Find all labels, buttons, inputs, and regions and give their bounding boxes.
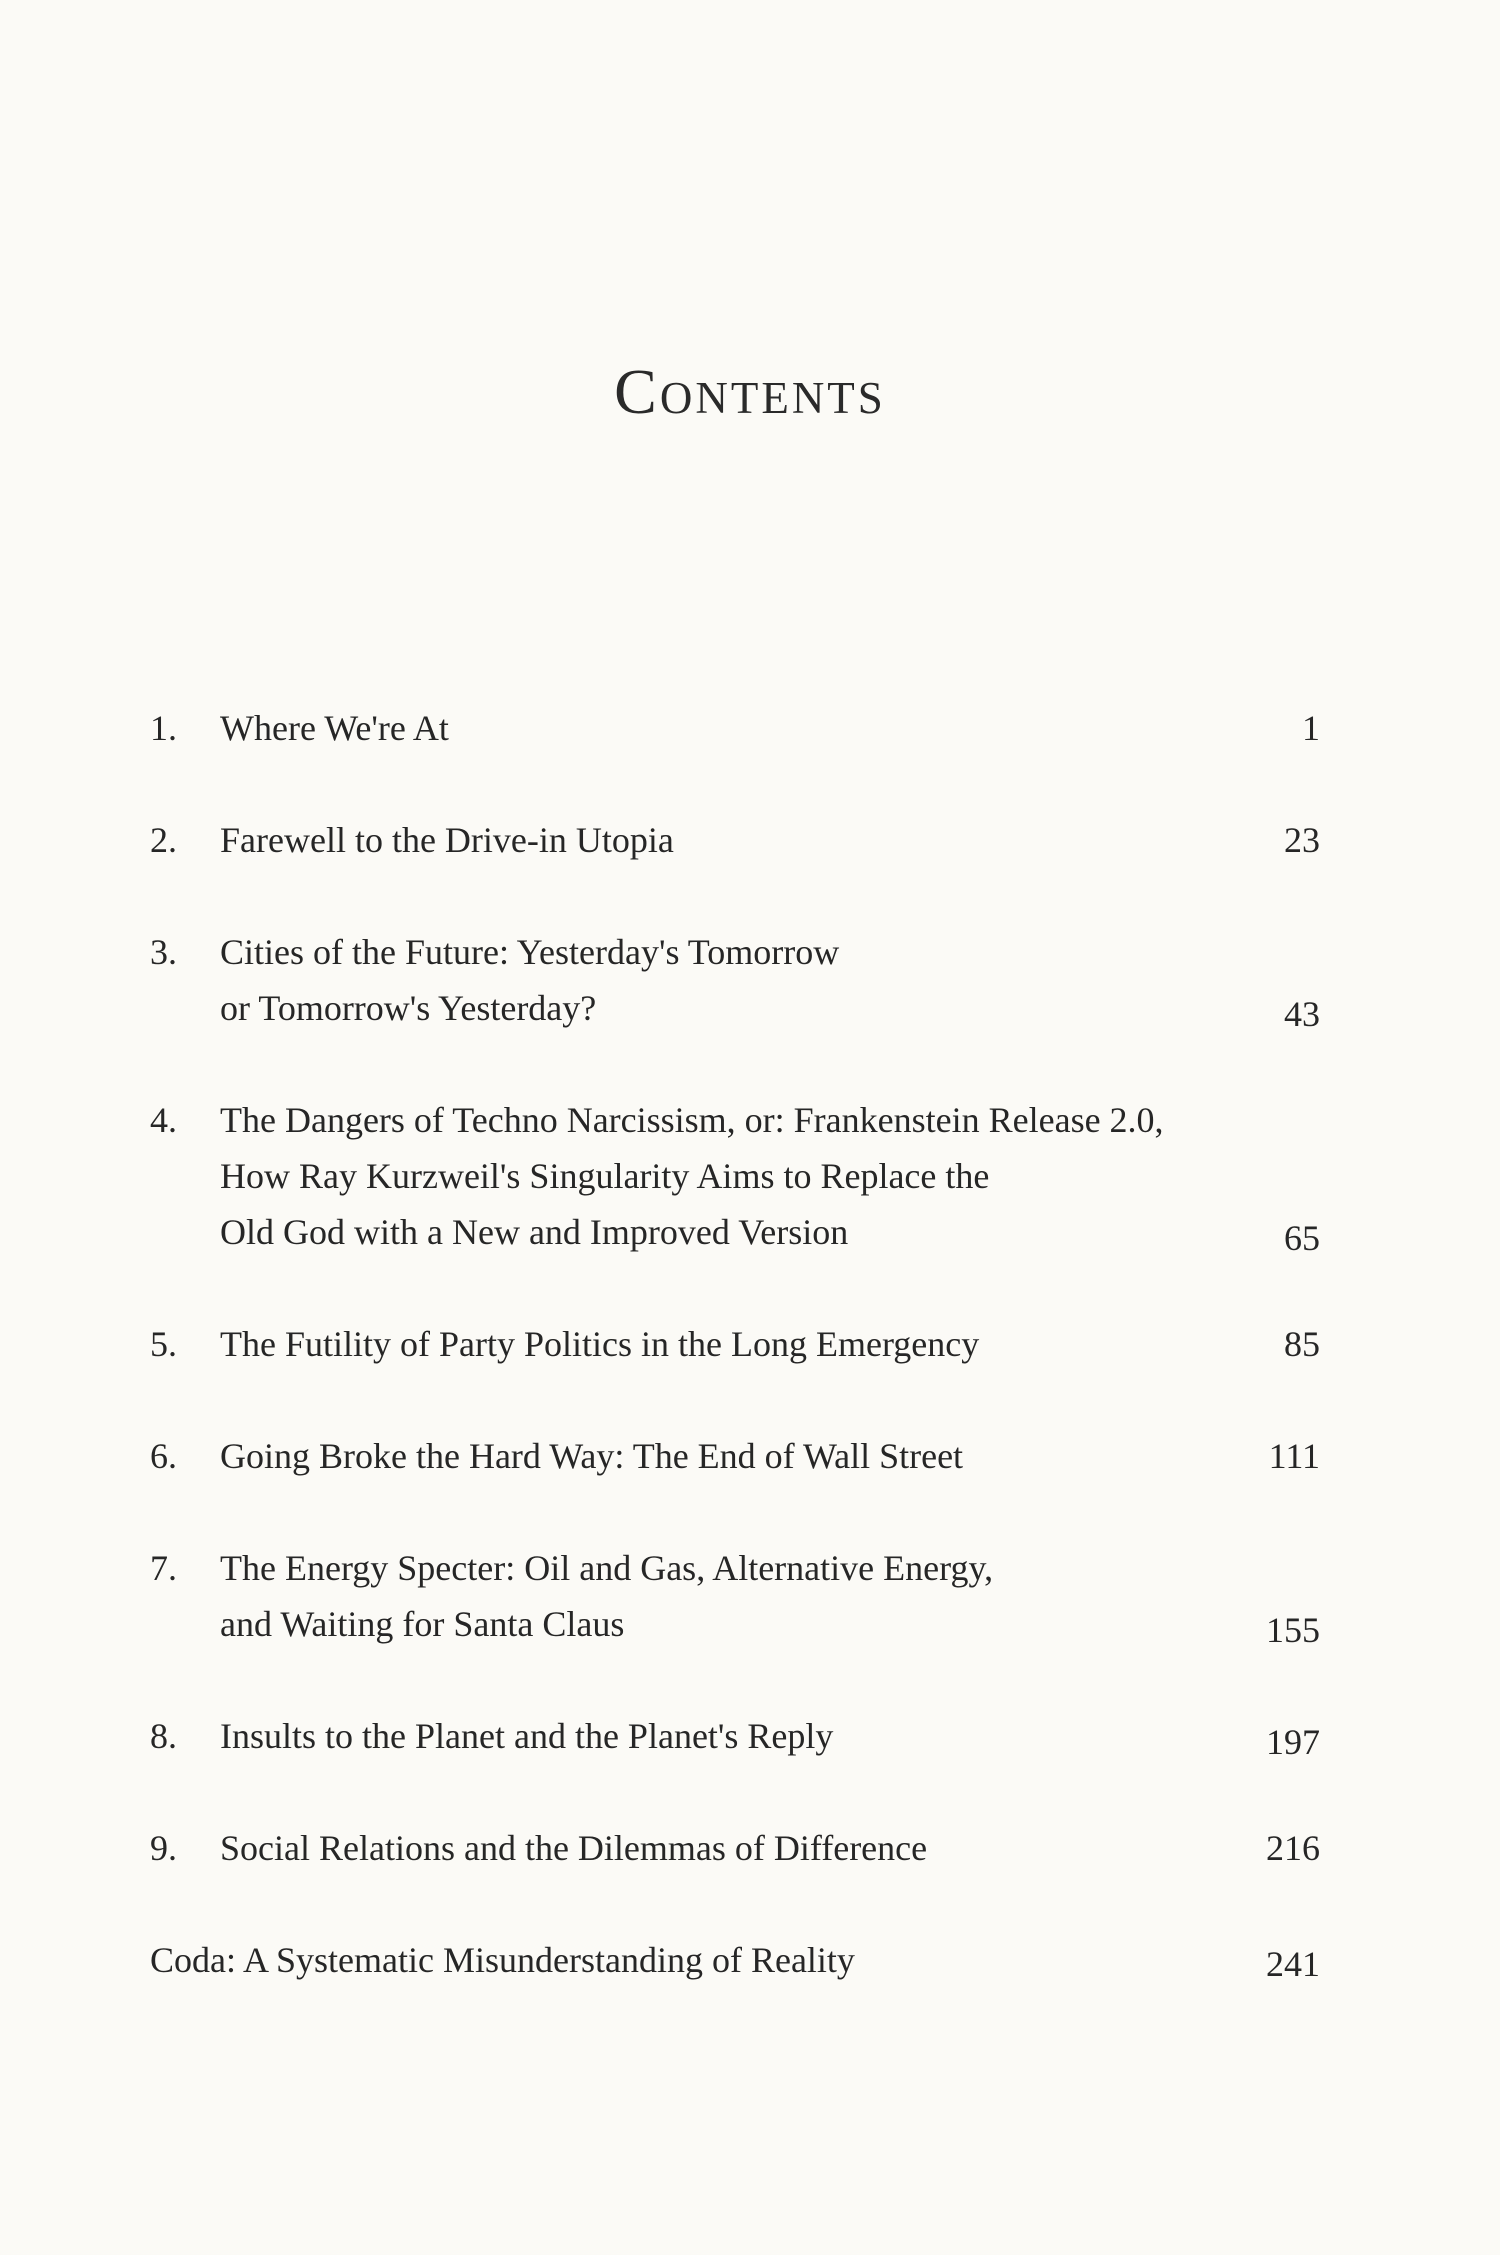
chapter-title xyxy=(220,1540,1220,1652)
chapter-title xyxy=(220,700,1220,756)
chapter-title xyxy=(220,1820,1220,1876)
page-number: 155 xyxy=(1266,1610,1320,1650)
chapter-title xyxy=(220,1708,1220,1764)
chapter-title-line: Cities of the Future: Yesterday's Tomorrow xyxy=(220,932,840,972)
chapter-title xyxy=(220,1428,1220,1484)
chapter-title-line: How Ray Kurzweil's Singularity Aims to Replace the xyxy=(220,1156,990,1196)
chapter-title-line: Insults to the Planet and the Planet's Reply xyxy=(220,1716,834,1756)
chapter-number: 7. xyxy=(150,1548,177,1588)
page-number: 65 xyxy=(1284,1218,1320,1258)
chapter-title-line: Old God with a New and Improved Version xyxy=(220,1212,849,1252)
page-number: 43 xyxy=(1284,994,1320,1034)
chapter-title xyxy=(220,1316,1220,1372)
chapter-title-line: Social Relations and the Dilemmas of Difference xyxy=(220,1828,928,1868)
page-number: 85 xyxy=(1284,1324,1320,1364)
chapter-title xyxy=(220,1092,1220,1260)
chapter-title xyxy=(220,812,1220,868)
page-number: 23 xyxy=(1284,820,1320,860)
coda-title: Coda: A Systematic Misunderstanding of Reality xyxy=(150,1940,855,1980)
page-number: 241 xyxy=(1266,1944,1320,1984)
chapter-title-line: The Futility of Party Politics in the Long Emergency xyxy=(220,1324,980,1364)
chapter-number: 3. xyxy=(150,932,177,972)
chapter-title-line: The Dangers of Techno Narcissism, or: Frankenstein Release 2.0, xyxy=(220,1100,1164,1140)
chapter-title xyxy=(220,924,1220,1036)
page-number: 1 xyxy=(1302,708,1320,748)
chapter-title-line: Going Broke the Hard Way: The End of Wall Street xyxy=(220,1436,964,1476)
chapter-title-line: or Tomorrow's Yesterday? xyxy=(220,988,597,1028)
chapter-number: 4. xyxy=(150,1100,177,1140)
page-title: Contents xyxy=(614,356,886,427)
chapter-number: 1. xyxy=(150,708,177,748)
chapter-number: 6. xyxy=(150,1436,177,1476)
chapter-title-line: Where We're At xyxy=(220,708,449,748)
chapter-number: 8. xyxy=(150,1716,177,1756)
chapter-number: 5. xyxy=(150,1324,177,1364)
page-number: 197 xyxy=(1266,1722,1320,1762)
chapter-title-line: and Waiting for Santa Claus xyxy=(220,1604,625,1644)
page-number: 216 xyxy=(1266,1828,1320,1868)
page-number: 111 xyxy=(1268,1436,1320,1476)
chapter-title-line: The Energy Specter: Oil and Gas, Alternative Energy, xyxy=(220,1548,994,1588)
chapter-number: 2. xyxy=(150,820,177,860)
chapter-number: 9. xyxy=(150,1828,177,1868)
chapter-title-line: Farewell to the Drive-in Utopia xyxy=(220,820,674,860)
